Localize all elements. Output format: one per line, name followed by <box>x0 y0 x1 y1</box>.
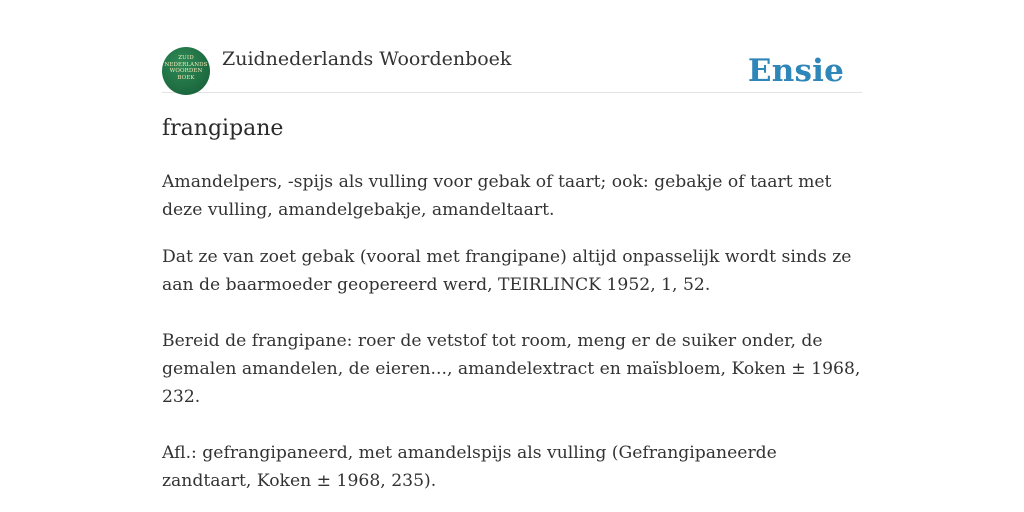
dictionary-name[interactable]: Zuidnederlands Woordenboek <box>222 48 512 70</box>
brand-logo[interactable]: Ensie <box>747 53 844 89</box>
definition-text: Amandelpers, -spijs als vulling voor gebak of taart; ook: gebakje of taart met deze vulling, amandelgebakje, amandeltaart. <box>162 172 832 220</box>
logo-text: ZUID NEDERLANDS WOORDEN BOEK <box>164 55 208 81</box>
dictionary-logo[interactable] <box>162 47 210 95</box>
example-quote: Dat ze van zoet gebak (vooral met frangipane) altijd onpasselijk wordt sinds ze aan de baarmoeder geopereerd werd, TEIRLINCK 1952, 1, 52. <box>162 247 852 295</box>
page-header <box>162 44 862 93</box>
example-quote: Bereid de frangipane: roer de vetstof tot room, meng er de suiker onder, de gemalen amandelen, de eieren..., amandelextract en maïsbloem, Koken ± 1968, 232. <box>162 331 861 407</box>
entry-content <box>162 168 870 512</box>
headword: frangipane <box>162 116 284 141</box>
derivation-text: Afl.: gefrangipaneerd, met amandelspijs als vulling (Gefrangipaneerde zandtaart, Koken ± 1968, 235). <box>162 443 777 491</box>
